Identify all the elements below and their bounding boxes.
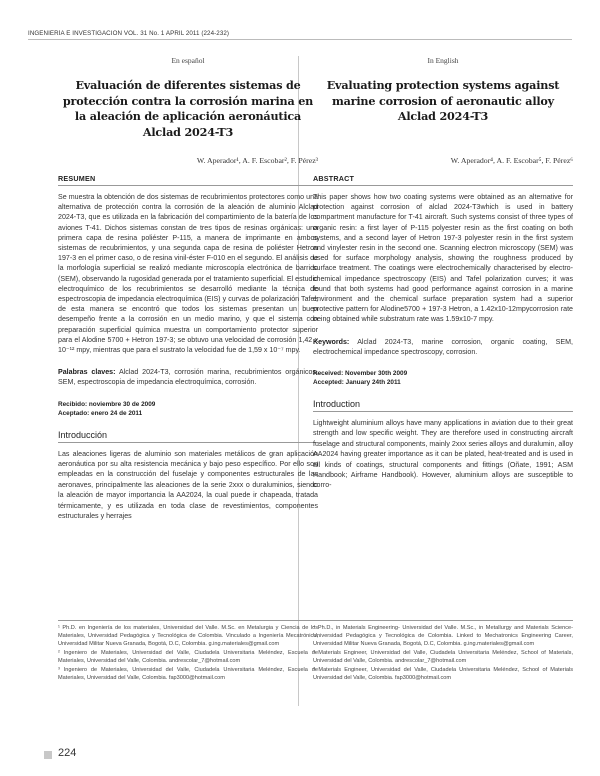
dates — [313, 369, 573, 387]
language-label: En español — [171, 56, 205, 65]
keywords-text: Alclad 2024-T3, marine corrosion, organic coating, SEM, electrochemical impedance spectroscopy, corrosion. — [313, 337, 573, 356]
footnote: ⁴ Ph.D., in Materials Engineering- Universidad del Valle. M.Sc., in Metallurgy and Materials Science-Universidad Pedagógica y Tecnológica de Colombia. Linked to Mechatronics Engineering Career, Universidad Militar Nueva Granada, Bogotá, D.C, Colombia. g.ing.materiales@gmail.com — [313, 625, 573, 647]
footnote: ¹ Ph.D. en Ingeniería de los materiales, Universidad del Valle. M.Sc. en Metalurgia y Ciencia de los Materiales, Universidad Pedagógica y Tecnológica de Colombia. Vinculado a Ingeniería Mecatrónica, Universidad Militar Nueva Granada, Bogotá, D.C, Colombia. g.ing.materiales@gmail.com — [58, 625, 318, 647]
abstract-heading: ABSTRACT — [313, 174, 573, 186]
article-title: Evaluating protection systems against marine corrosion of aeronautic alloy Alclad 2024-T3 — [326, 78, 560, 123]
authors: W. Aperador⁴, A. F. Escobar⁵, F. Pérez⁶ — [450, 156, 573, 165]
english-column — [313, 56, 573, 491]
footnote: ³ Ingeniero de Materiales, Universidad del Valle, Ciudadela Universitaria Meléndez, Escuela de Materiales, Universidad del Valle, Colombia. fap3000@hotmail.com — [58, 667, 318, 681]
keywords — [313, 337, 573, 357]
journal-header: INGENIERÍA E INVESTIGACIÓN VOL. 31 No. 1 APRIL 2011 (224-232) — [28, 30, 572, 40]
footnote: ² Ingeniero de Materiales, Universidad del Valle, Ciudadela Universitaria Meléndez, Escuela de Materiales, Universidad del Valle, Colombia. andrescolar_7@hotmail.com — [58, 650, 318, 664]
abstract-heading: RESUMEN — [58, 174, 318, 186]
footnotes-english — [313, 620, 573, 683]
footnotes-spanish — [58, 620, 318, 683]
intro-text: Lightweight aluminium alloys have many applications in aviation due to their great strength and low specific weight. They are therefore used in constructing aircraft fuselage and structural components, mainly 2xxx series alloys and duralumin, alloy AA2024 having greater importance as it can be plated, heat-treated and is used in all kinds of coatings, structural components and fittings (Oñate, 1991; ASM Handbook; Airframe Handbook). However, aluminium alloys are susceptible to corro- — [313, 419, 573, 490]
accepted-date: Accepted: January 24th 2011 — [313, 379, 401, 387]
spanish-column — [58, 56, 318, 522]
keywords-text: Alclad 2024-T3, corrosión marina, recubrimientos orgánicos, SEM, espectroscopia de impedancia electroquímica, corrosión. — [58, 368, 318, 387]
keywords — [58, 367, 318, 387]
accepted-date: Aceptado: enero 24 de 2011 — [58, 409, 143, 417]
page-marker — [44, 751, 52, 759]
keywords-label: Keywords: — [313, 337, 350, 346]
received-date: Recibido: noviembre 30 de 2009 — [58, 400, 156, 408]
footnote: ⁵ Materials Engineer, Universidad del Valle, Ciudadela Universitaria Meléndez, School of Materials, Universidad del Valle, Colombia. andrescolar_7@hotmail.com — [313, 650, 573, 664]
keywords-label: Palabras claves: — [58, 368, 116, 377]
dates — [58, 400, 318, 418]
intro-heading: Introducción — [58, 430, 318, 443]
abstract-text: This paper shows how two coating systems were obtained as an alternative for protection against corrosion of alclad 2024-T3which is used in battery compartment manufacture for T-41 aircraft. Such systems consist of three types of organic resin: a first layer of P-115 polyester resin as the first coating on both systems, and a second layer of Hetron 197-3 polyester resin in the first system and vinylester resin in the second one. Scanning electron microscopy (SEM) was used for surface morphology analysis, showing the roughness produced by surface treatment. The coatings were electrochemically characterised by electro-chemical impedance spectroscopy (EIS) and Tafel polarization curves; it was found that both systems had good performance against corrosion in a marine environment and the chemical surface preparation system had a superior protective pattern for Alodine5700 + 197-3 Hetron, a 1.42x10-12mpycorrosion rate being obtained while substratum rate was 1.59x10-7 mpy. — [313, 193, 573, 324]
received-date: Received: November 30th 2009 — [313, 370, 408, 378]
authors: W. Aperador¹, A. F. Escobar², F. Pérez³ — [196, 156, 318, 165]
language-label: In English — [427, 56, 459, 65]
abstract-text: Se muestra la obtención de dos sistemas de recubrimientos protectores como una alternativa de protección contra la corrosión de la aleación de aluminio Alclad 2024-T3, que es utilizada en la fabricación del compartimiento de la batería de los aviones T-41. Dichos sistemas constan de tres tipos de resinas orgánicas: una primera capa de resina poliéster P-115, a manera de imprimante en ambos sistemas de recubrimientos, y una segunda capa de resina de poliéster Hetron 197-3 en el primer caso, o de resina vinil-éster F-010 en el segundo. El análisis de la morfología superficial se realizó mediante microscopía electrónica de barrido (SEM), observando la rugosidad generada por el tratamiento superficial. El estudio electroquímico de los recubrimientos se desarrolló mediante la técnica de espectroscopia de impedancia electroquímica (EIS) y curvas de polarización Tafel; de esta manera se encontró que todos los sistemas presentan un buen desempeño frente a la corrosión en un medio marino, y que el sistema con preparación superficial química muestra un comportamiento protector superior para el Alodine 5700 + Hetron 197-3; se obtuvo una velocidad de corrosión 1,42 x 10⁻¹² mpy, mientras que para el sustrato la velocidad fue de 1,59 x 10⁻⁷ mpy. — [58, 193, 318, 355]
footnote: ⁶ Materials Engineer, Universidad del Valle, Ciudadela Universitaria Meléndez, School of Materials Universidad del Valle, Colombia. fap3000@hotmail.com — [313, 667, 573, 681]
intro-heading: Introduction — [313, 399, 573, 412]
article-title: Evaluación de diferentes sistemas de protección contra la corrosión marina en la aleación de aplicación aeronáutica Alclad 2024-T3 — [62, 78, 314, 139]
page-number: 224 — [58, 747, 77, 759]
intro-text: Las aleaciones ligeras de aluminio son materiales metálicos de gran aplicación aeronáutica por su alta resistencia mecánica y bajo peso específico. Por ello son empleadas en la construcción del fuselaje y componentes estructurales de las aeronaves, principalmente las aleaciones de la serie 2xxx o duraluminios, siendo la aleación de mayor importancia la AA2024, la cual puede ir chapeada, tratada térmicamente, y es utilizada en toda clase de revestimientos, componentes estructurales y herrajes — [58, 449, 318, 521]
